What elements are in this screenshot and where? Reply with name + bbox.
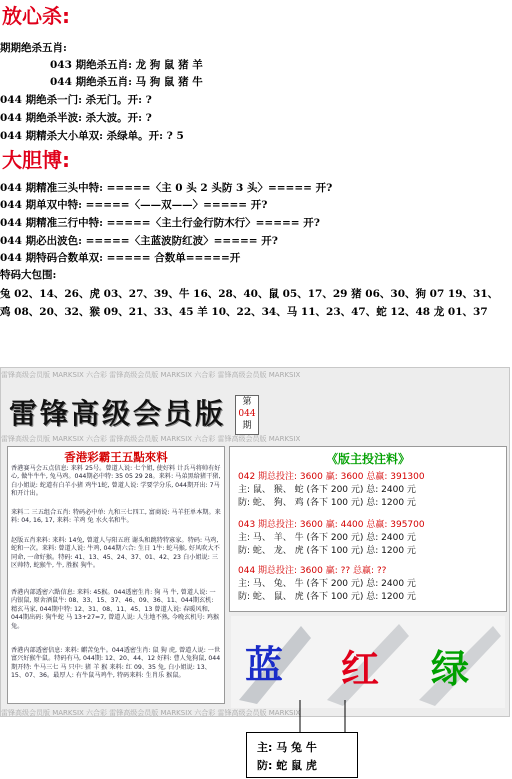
bold-line: 044 期单双中特: =====〈——双——〉===== 开? bbox=[0, 199, 268, 211]
watermark-strip: 雷锋高级会员版 MARKSIX 六合彩 雷锋高级会员版 MARKSIX 六合彩 雷锋高级会员版 MARKSIX bbox=[1, 371, 301, 379]
kill-line: 044 期绝杀一门: 杀无门。开: ? bbox=[0, 94, 152, 106]
info-paragraph: 香港内部透密信息: 来料: 麒苦兔牛。044透密生肖: 鼠 狗 虎, 曾道人说: 一世富兴好猴牛鼠。特码有马, 044期: 12、20、44、12 好料: 曹人兔狗鼠, 044期开特: 牛马三七 马 只中: 猪 羊 猴 来料: 红 09、35 兔, 白小姐说: 13、15、07、36。最厚人: 有牛鼠马鸡牛, 特码来料: 生肖乐 猴鼠。 bbox=[11, 647, 221, 680]
bet-row: 防: 蛇、 狗、 鸡 (各下 100 元) 总: 1200 元 bbox=[238, 498, 416, 508]
info-paragraph: 香港赛马会五点信息: 来料 25号。曾道人说: 七个姐, 使好料 计兵马将帅有好心, 做牛牛牛, 兔马鸡。044期必中特: 35 05 29 28。来料: 马弟黑给猪干猪, 白小姐说: 蛇道有白羊小猪 鸡牛1蛇, 曾道人说: 学要学分乐, 044期开出: 7马和开计出。 bbox=[11, 465, 221, 498]
bet-row: 主: 鼠、 猴、 蛇 (各下 200 元) 总: 2400 元 bbox=[238, 485, 416, 495]
zodiac-line: 鸡 08、20、32、猴 09、21、33、45 羊 10、22、34、马 11、23、47、蛇 12、48 龙 01、37 bbox=[0, 306, 488, 318]
section-title-bold: 大胆博: bbox=[2, 148, 70, 172]
bet-panel-heading: 《版主投注料》 bbox=[325, 452, 410, 466]
bold-line: 044 期特码合数单双: ===== 合数单=====开 bbox=[0, 252, 241, 264]
bet-header: 043 期总投注: 3600 赢: 4400 总赢: 395700 bbox=[238, 520, 425, 530]
bold-line: 044 期精准三行中特: =====〈主土行金行防木行〉===== 开? bbox=[0, 217, 320, 229]
intro-line: 期期绝杀五肖: bbox=[0, 42, 67, 54]
kill-line: 044 期精杀大小单双: 杀绿单。开: ? 5 bbox=[0, 130, 184, 142]
bold-line: 044 期必出波色: =====〈主蓝波防红波〉===== 开? bbox=[0, 235, 278, 247]
pick-callout bbox=[246, 732, 358, 778]
kill5-line: 044 期绝杀五肖: 马 狗 鼠 猪 牛 bbox=[50, 76, 203, 88]
issue-suffix: 期 bbox=[242, 421, 252, 431]
section-title-kill: 放心杀: bbox=[2, 4, 70, 28]
char-green: 绿 bbox=[431, 646, 470, 691]
left-panel-heading: 香港彩霸王五點來料 bbox=[64, 450, 168, 464]
bet-header: 044 期总投注: 3600 赢: ?? 总赢: ?? bbox=[238, 566, 387, 576]
info-paragraph: 赵版五肖来料: 来料: 14兔, 曾道人与阳五班 谢头和跳特特寡家。特码: 马鸡, 蛇和一次。来料: 曾道人说: 牛鸡, 044期六合: 生日 1牛: 蛇马猴, 好风吹大不同命, 一命好猴。特码: 41、13、45、24、37、01、42、23 白小姐说: 三区帅特, 蛇猴牛, 牛, 胜猴 狗牛。 bbox=[11, 537, 220, 570]
zodiac-line: 兔 02、14、26、虎 03、27、39、牛 16、28、40、鼠 05、17、29 猪 06、30、狗 07 19、31、 bbox=[0, 288, 499, 300]
banner-title: 雷锋高级会员版 bbox=[9, 397, 227, 430]
callout-main: 主: 马 兔 牛 bbox=[257, 741, 317, 754]
info-paragraph: 来料二 三五组合五肖: 特码必中单: 九和三七四工, 富商说: 马羊狂单本期。来料: 04, 16, 17, 来料: 羊鸡 兔 水火名和牛。 bbox=[11, 509, 221, 525]
issue-label: 第 bbox=[242, 397, 252, 407]
callout-backup: 防: 蛇 鼠 虎 bbox=[257, 759, 317, 772]
bold-line: 特码大包围: bbox=[0, 269, 57, 281]
watermark-strip: 雷锋高级会员版 MARKSIX 六合彩 雷锋高级会员版 MARKSIX 六合彩 雷锋高级会员版 MARKSIX bbox=[1, 709, 301, 717]
char-red: 红 bbox=[341, 646, 380, 691]
watermark-strip: 雷锋高级会员版 MARKSIX 六合彩 雷锋高级会员版 MARKSIX 六合彩 雷锋高级会员版 MARKSIX bbox=[1, 435, 301, 443]
issue-number: 044 bbox=[238, 409, 256, 419]
bet-row: 防: 蛇、 龙、 虎 (各下 100 元) 总: 1200 元 bbox=[238, 546, 416, 556]
info-paragraph: 香港内部透密六點信息: 来料: 45猴。044透密生肖: 狗 马 牛, 曾道人说: 一内银鼠, 原舍酒鼠牛: 08、33、15、37、46、09、36、11、044期玄机: 精玄马家, 044期中特: 12、31、08、11、45、13 曾道人说: 春暖风和, 044期出码: 狗牛蛇 马 13+27=7, 曾道人说: 人生地不熟, 今晚玄机号: 鸡猴兔。 bbox=[11, 589, 220, 630]
kill5-line: 043 期绝杀五肖: 龙 狗 鼠 猪 羊 bbox=[50, 59, 203, 71]
char-blue: 蓝 bbox=[245, 642, 284, 687]
bet-row: 主: 马、 羊、 牛 (各下 200 元) 总: 2400 元 bbox=[238, 533, 416, 543]
bold-line: 044 期精准三头中特: =====〈主 0 头 2 头防 3 头〉===== 开? bbox=[0, 182, 333, 194]
kill-line: 044 期绝杀半波: 杀大波。开: ? bbox=[0, 112, 152, 124]
bet-row: 主: 马、 兔、 牛 (各下 200 元) 总: 2400 元 bbox=[238, 579, 416, 589]
bet-header: 042 期总投注: 3600 赢: 3600 总赢: 391300 bbox=[238, 472, 425, 482]
bet-row: 防: 蛇、 鼠、 虎 (各下 100 元) 总: 1200 元 bbox=[238, 592, 416, 602]
